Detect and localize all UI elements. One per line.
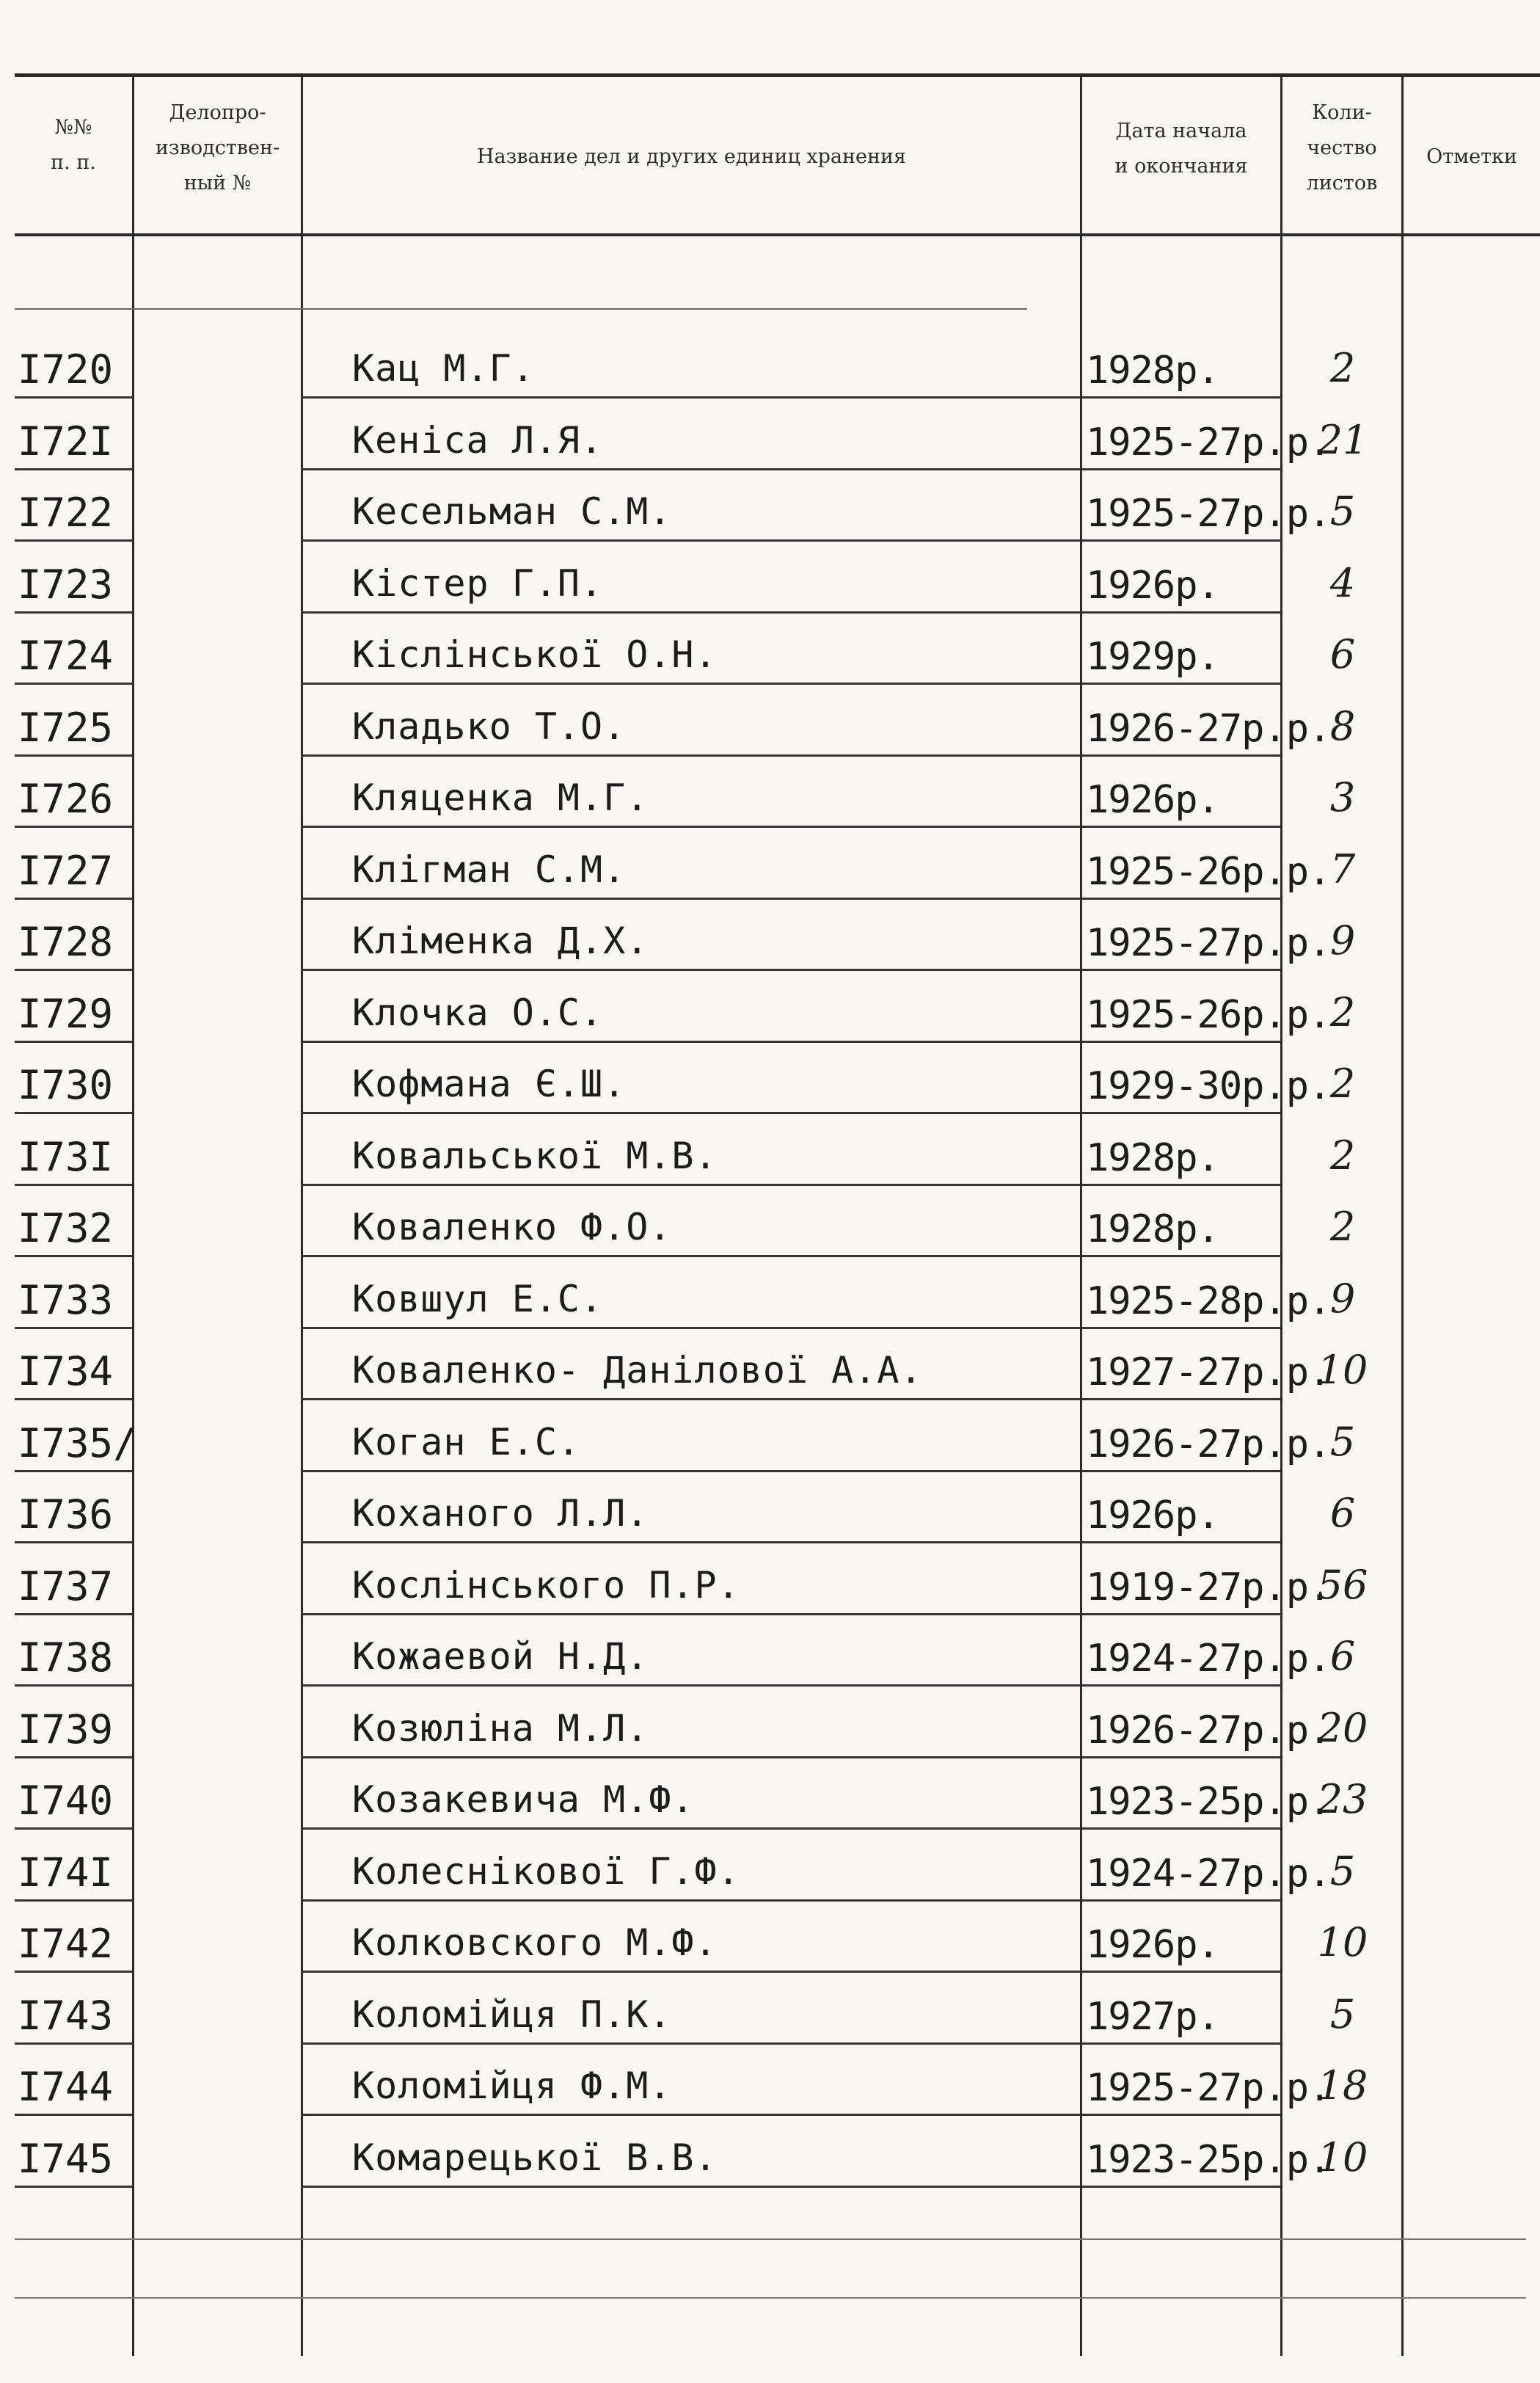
table-row — [0, 906, 1540, 971]
case-title: Коваленко- Данілової А.А. — [352, 1349, 923, 1391]
case-title: Кац М.Г. — [352, 347, 535, 390]
row-rule — [15, 1041, 132, 1043]
row-rule — [301, 1470, 1080, 1472]
table-row — [0, 1121, 1540, 1186]
row-number: I737 — [18, 1562, 114, 1609]
table-row — [0, 1408, 1540, 1472]
row-number: I72I — [18, 418, 114, 465]
row-number: I723 — [18, 561, 114, 608]
row-rule — [1082, 1112, 1280, 1114]
row-rule — [1082, 1899, 1280, 1902]
table-row — [0, 2051, 1540, 2116]
case-title: Козакевича М.Ф. — [352, 1778, 695, 1821]
date-range: 1928р. — [1086, 349, 1219, 393]
row-rule — [301, 1398, 1080, 1400]
row-number: I735/ — [18, 1419, 137, 1466]
table-row — [0, 835, 1540, 900]
row-rule — [15, 1470, 132, 1472]
row-rule — [15, 1971, 132, 1973]
row-rule — [15, 2238, 1526, 2240]
date-range: 1925-27р.р. — [1086, 2066, 1331, 2110]
row-number: I743 — [18, 1992, 114, 2039]
case-title: Кожаевой Н.Д. — [352, 1635, 649, 1678]
row-rule — [15, 1899, 132, 1902]
row-rule — [1082, 1184, 1280, 1186]
row-rule — [15, 826, 132, 828]
row-number: I74I — [18, 1849, 114, 1896]
table-row — [0, 549, 1540, 614]
date-range: 1926-27р.р. — [1086, 706, 1331, 751]
table-row — [0, 620, 1540, 685]
sheet-count: 20 — [1317, 1704, 1368, 1751]
row-number: I734 — [18, 1348, 114, 1394]
date-range: 1925-27р.р. — [1086, 492, 1331, 536]
row-rule — [1082, 396, 1280, 399]
row-number: I728 — [18, 919, 114, 965]
case-title: Коломійця Ф.М. — [352, 2064, 672, 2107]
row-rule — [301, 539, 1080, 542]
table-row — [0, 1837, 1540, 1902]
row-number: I738 — [18, 1634, 114, 1681]
row-rule — [301, 2186, 1080, 2188]
table-row — [0, 1265, 1540, 1329]
table-row — [0, 692, 1540, 757]
row-rule — [1082, 1470, 1280, 1472]
row-rule — [15, 396, 132, 399]
row-number: I736 — [18, 1491, 114, 1538]
case-title: Коваленко Ф.О. — [352, 1206, 672, 1248]
row-number: I724 — [18, 633, 114, 679]
row-rule — [1082, 611, 1280, 614]
date-range: 1925-26р.р. — [1086, 992, 1331, 1037]
table-row — [0, 1551, 1540, 1615]
date-range: 1926р. — [1086, 563, 1219, 608]
row-rule — [1082, 898, 1280, 900]
row-rule — [1082, 2114, 1280, 2116]
row-rule — [301, 1827, 1080, 1830]
sheet-count: 6 — [1329, 1633, 1356, 1679]
row-number: I742 — [18, 1921, 114, 1967]
row-rule — [301, 1041, 1080, 1043]
case-title: Клочка О.С. — [352, 991, 604, 1034]
row-rule — [301, 754, 1080, 757]
date-range: 1924-27р.р. — [1086, 1637, 1331, 1681]
date-range: 1923-25р.р. — [1086, 1780, 1331, 1824]
sheet-count: 8 — [1329, 702, 1356, 749]
row-rule — [1082, 1756, 1280, 1758]
case-title: Кіслінської О.Н. — [352, 633, 718, 676]
sheet-count: 2 — [1329, 345, 1356, 391]
row-rule — [15, 468, 132, 470]
row-rule — [301, 683, 1080, 685]
row-number: I745 — [18, 2135, 114, 2182]
sheet-count: 4 — [1329, 559, 1356, 606]
row-rule — [15, 2042, 132, 2045]
row-rule — [301, 1184, 1080, 1186]
table-row — [0, 1980, 1540, 2045]
date-range: 1925-26р.р. — [1086, 849, 1331, 894]
sheet-count: 5 — [1329, 1847, 1356, 1894]
table-row — [0, 1049, 1540, 1114]
case-title: Кістер Г.П. — [352, 561, 604, 605]
date-range: 1928р. — [1086, 1207, 1219, 1251]
row-rule — [15, 1398, 132, 1400]
case-title: Козюліна М.Л. — [352, 1706, 649, 1750]
case-title: Кляценка М.Г. — [352, 776, 649, 819]
case-title: Коган Е.С. — [352, 1420, 581, 1463]
row-rule — [301, 826, 1080, 828]
sheet-count: 2 — [1329, 1204, 1356, 1250]
row-number: I732 — [18, 1205, 114, 1251]
sheet-count: 5 — [1329, 1418, 1356, 1465]
header-col-sheets: Коли- чество листов — [1306, 101, 1378, 194]
date-range: 1925-28р.р. — [1086, 1278, 1331, 1323]
row-number: I733 — [18, 1276, 114, 1323]
row-rule — [1082, 468, 1280, 470]
row-rule — [15, 969, 132, 971]
row-number: I720 — [18, 346, 114, 393]
date-range: 1927-27р.р. — [1086, 1350, 1331, 1394]
row-rule — [1082, 1827, 1280, 1830]
row-rule — [15, 1541, 132, 1543]
row-rule — [15, 539, 132, 542]
sheet-count: 7 — [1329, 845, 1356, 892]
sheet-count: 23 — [1317, 1776, 1368, 1822]
sheet-count: 5 — [1329, 1990, 1356, 2037]
table-row — [0, 334, 1540, 399]
case-title: Кладько Т.О. — [352, 705, 627, 748]
row-rule — [301, 468, 1080, 470]
row-number: I739 — [18, 1706, 114, 1753]
row-rule — [1082, 1541, 1280, 1543]
case-title: Кослінського П.Р. — [352, 1563, 740, 1607]
row-rule — [15, 1756, 132, 1758]
row-rule — [301, 2042, 1080, 2045]
table-row — [0, 1765, 1540, 1830]
row-number: I740 — [18, 1778, 114, 1824]
date-range: 1925-27р.р. — [1086, 921, 1331, 965]
case-title: Колеснікової Г.Ф. — [352, 1849, 740, 1893]
sheet-count: 6 — [1329, 631, 1356, 677]
date-range: 1923-25р.р. — [1086, 2137, 1331, 2182]
sheet-count: 2 — [1329, 1132, 1356, 1179]
table-row — [0, 1336, 1540, 1400]
row-rule — [1082, 1613, 1280, 1615]
sheet-count: 10 — [1317, 1347, 1368, 1393]
row-rule — [15, 898, 132, 900]
sheet-count: 56 — [1317, 1561, 1368, 1608]
sheet-count: 10 — [1317, 2133, 1368, 2180]
row-rule — [1082, 754, 1280, 757]
row-rule — [15, 1827, 132, 1830]
row-number: I744 — [18, 2064, 114, 2110]
sheet-count: 9 — [1329, 1275, 1356, 1322]
table-row — [0, 477, 1540, 542]
row-rule — [15, 1112, 132, 1114]
row-number: I727 — [18, 847, 114, 894]
row-rule — [15, 754, 132, 757]
case-title: Клігман С.М. — [352, 848, 627, 891]
row-rule — [15, 1255, 132, 1257]
row-rule — [15, 1184, 132, 1186]
row-rule — [301, 1541, 1080, 1543]
header-col-title: Название дел и других единиц хранения — [476, 145, 907, 168]
case-title: Кофмана Є.Ш. — [352, 1063, 627, 1105]
row-rule — [301, 1255, 1080, 1257]
header-col-dates: Дата начала и окончания — [1114, 120, 1248, 178]
row-rule — [15, 1613, 132, 1615]
header-top-rule — [15, 73, 1540, 77]
date-range: 1926р. — [1086, 1494, 1219, 1538]
row-rule — [1082, 969, 1280, 971]
row-rule — [15, 1327, 132, 1329]
date-range: 1926р. — [1086, 778, 1219, 822]
sheet-count: 9 — [1329, 917, 1356, 964]
row-number: I73I — [18, 1133, 114, 1180]
case-title: Коханого Л.Л. — [352, 1492, 649, 1535]
row-number: I729 — [18, 990, 114, 1037]
row-number: I730 — [18, 1062, 114, 1108]
case-title: Колковского М.Ф. — [352, 1921, 718, 1964]
date-range: 1927р. — [1086, 1994, 1219, 2039]
date-range: 1928р. — [1086, 1135, 1219, 1180]
row-rule — [301, 898, 1080, 900]
row-rule — [1082, 683, 1280, 685]
row-rule — [1082, 1255, 1280, 1257]
table-row — [0, 763, 1540, 828]
case-title: Кліменка Д.Х. — [352, 920, 649, 962]
row-rule — [1082, 2186, 1280, 2188]
sheet-count: 18 — [1317, 2062, 1368, 2109]
sheet-count: 2 — [1329, 1060, 1356, 1107]
row-rule — [301, 1112, 1080, 1114]
case-title: Комарецької В.В. — [352, 2136, 718, 2179]
row-rule — [301, 2114, 1080, 2116]
case-title: Коломійця П.К. — [352, 1993, 672, 2036]
sheet-count: 10 — [1317, 1919, 1368, 1965]
date-range: 1926-27р.р. — [1086, 1422, 1331, 1466]
sheet-count: 6 — [1329, 1490, 1356, 1536]
table-row — [0, 978, 1540, 1043]
row-rule — [15, 1684, 132, 1687]
table-row — [0, 1622, 1540, 1687]
row-rule — [301, 396, 1080, 399]
row-rule — [1082, 539, 1280, 542]
date-range: 1924-27р.р. — [1086, 1851, 1331, 1896]
row-rule — [301, 1613, 1080, 1615]
table-row — [0, 1694, 1540, 1758]
row-rule — [1082, 1971, 1280, 1973]
row-number: I726 — [18, 776, 114, 822]
row-rule — [15, 2114, 132, 2116]
table-row — [0, 2123, 1540, 2188]
row-rule — [301, 1684, 1080, 1687]
header-col-number: №№ п. п. — [51, 116, 96, 174]
date-range: 1926-27р.р. — [1086, 1708, 1331, 1753]
date-range: 1925-27р.р. — [1086, 420, 1331, 465]
header-bottom-rule — [15, 233, 1540, 236]
row-rule — [15, 2186, 132, 2188]
row-number: I725 — [18, 704, 114, 751]
sheet-count: 3 — [1329, 774, 1356, 821]
table-row — [0, 1908, 1540, 1973]
row-rule — [301, 1756, 1080, 1758]
sheet-count: 21 — [1317, 416, 1368, 463]
row-rule — [15, 2297, 1526, 2299]
case-title: Ковшул Е.С. — [352, 1277, 604, 1320]
date-range: 1929р. — [1086, 635, 1219, 679]
header-col-office-number: Делопро- изводствен- ный № — [155, 101, 280, 194]
header-col-notes: Отметки — [1426, 145, 1517, 168]
row-rule — [1082, 1684, 1280, 1687]
date-range: 1929-30р.р. — [1086, 1064, 1331, 1108]
row-rule — [301, 1327, 1080, 1329]
row-rule — [15, 611, 132, 614]
row-rule — [1082, 2042, 1280, 2045]
date-range: 1926р. — [1086, 1923, 1219, 1967]
row-rule — [1082, 1327, 1280, 1329]
case-title: Кесельман С.М. — [352, 490, 672, 533]
row-rule — [15, 308, 1027, 310]
table-row — [0, 1193, 1540, 1257]
row-number: I722 — [18, 490, 114, 536]
row-rule — [301, 611, 1080, 614]
sheet-count: 2 — [1329, 989, 1356, 1036]
row-rule — [15, 683, 132, 685]
row-rule — [1082, 1398, 1280, 1400]
table-row — [0, 406, 1540, 470]
row-rule — [301, 969, 1080, 971]
case-title: Кеніса Л.Я. — [352, 418, 604, 462]
sheet-count: 5 — [1329, 488, 1356, 534]
table-row — [0, 1479, 1540, 1543]
date-range: 1919-27р.р. — [1086, 1565, 1331, 1609]
case-title: Ковальської М.В. — [352, 1134, 718, 1177]
row-rule — [1082, 826, 1280, 828]
row-rule — [301, 1971, 1080, 1973]
row-rule — [301, 1899, 1080, 1902]
row-rule — [1082, 1041, 1280, 1043]
